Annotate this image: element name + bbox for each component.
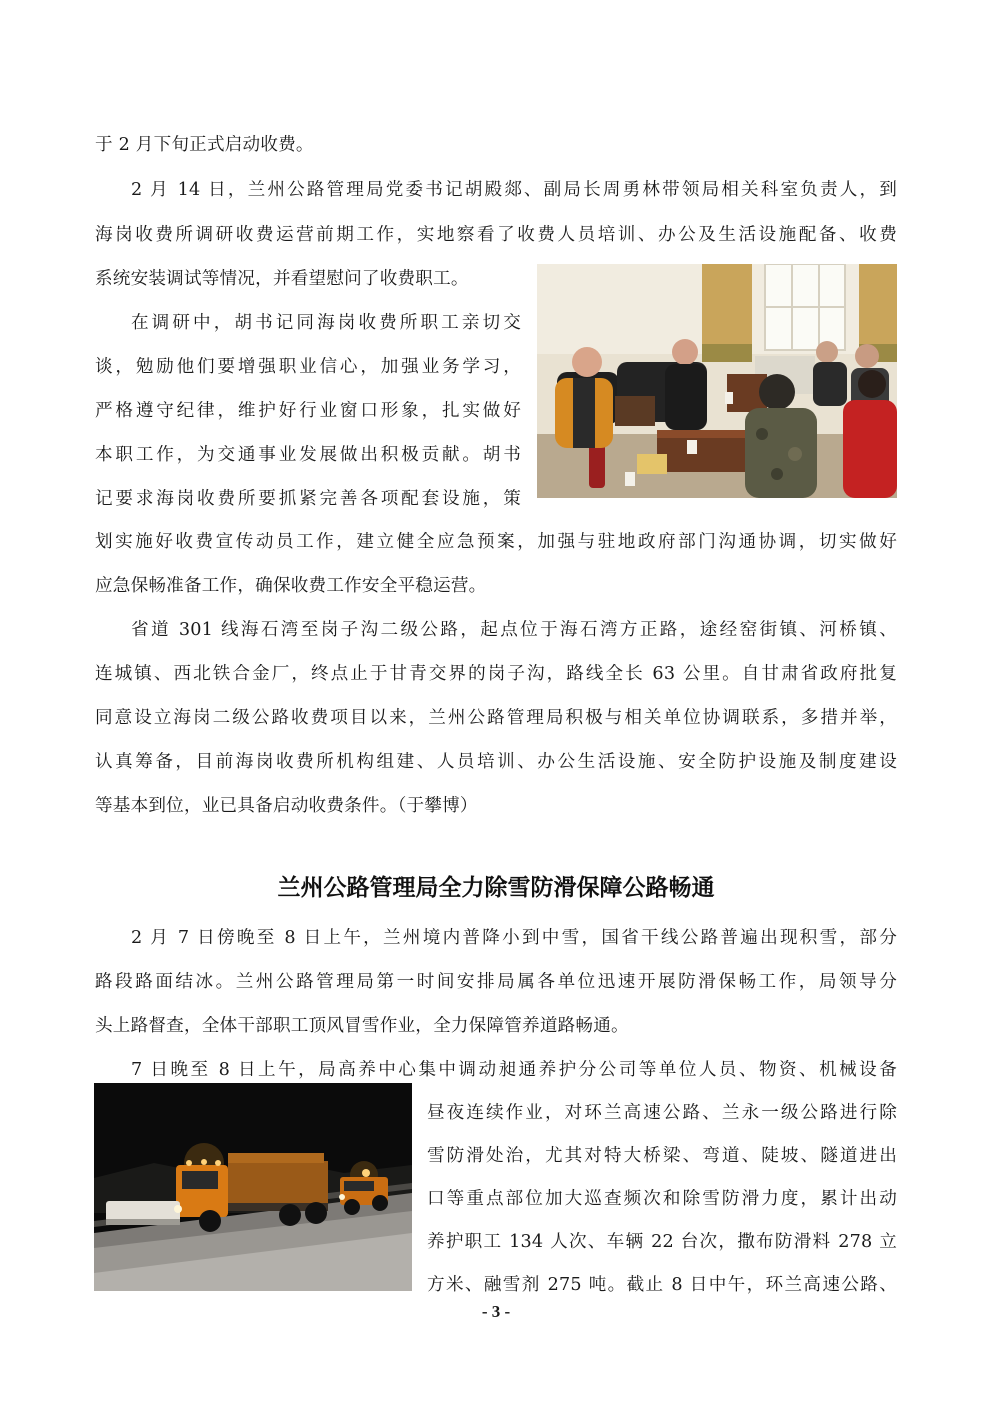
text-line: 省道 301 线海石湾至岗子沟二级公路，起点位于海石湾方正路，途经窑街镇、河桥镇、 bbox=[131, 620, 897, 640]
text-line: 等基本到位，业已具备启动收费条件。（于攀博） bbox=[95, 796, 478, 816]
text-line: 本职工作，为交通事业发展做出积极贡献。胡书 bbox=[95, 445, 521, 465]
text-line: 头上路督查，全体干部职工顶风冒雪作业，全力保障管养道路畅通。 bbox=[95, 1016, 629, 1036]
text-line: 方米、融雪剂 275 吨。截止 8 日中午，环兰高速公路、 bbox=[427, 1275, 897, 1295]
text-line: 养护职工 134 人次、车辆 22 台次，撒布防滑料 278 立 bbox=[427, 1232, 897, 1252]
text-line: 同意设立海岗二级公路收费项目以来，兰州公路管理局积极与相关单位协调联系，多措并举， bbox=[95, 708, 897, 728]
meeting-photo bbox=[537, 264, 897, 498]
text-line: 雪防滑处治，尤其对特大桥梁、弯道、陡坡、隧道进出 bbox=[427, 1146, 897, 1166]
text-line: 记要求海岗收费所要抓紧完善各项配套设施，策 bbox=[95, 489, 521, 509]
text-line: 路段路面结冰。兰州公路管理局第一时间安排局属各单位迅速开展防滑保畅工作，局领导分 bbox=[95, 972, 897, 992]
text-line: 认真筹备，目前海岗收费所机构组建、人员培训、办公生活设施、安全防护设施及制度建设 bbox=[95, 752, 897, 772]
text-line: 海岗收费所调研收费运营前期工作，实地察看了收费人员培训、办公及生活设施配备、收费 bbox=[95, 225, 897, 245]
text-line: 谈，勉励他们要增强职业信心，加强业务学习， bbox=[95, 357, 521, 377]
text-line: 2 月 7 日傍晚至 8 日上午，兰州境内普降小到中雪，国省干线公路普遍出现积雪，部分 bbox=[131, 928, 897, 948]
text-line: 系统安装调试等情况，并看望慰问了收费职工。 bbox=[95, 269, 469, 289]
text-line: 7 日晚至 8 日上午，局高养中心集中调动昶通养护分公司等单位人员、物资、机械设备 bbox=[131, 1060, 897, 1080]
text-line: 连城镇、西北铁合金厂，终点止于甘青交界的岗子沟，路线全长 63 公里。自甘肃省政府批复 bbox=[95, 664, 897, 684]
text-line: 2 月 14 日，兰州公路管理局党委书记胡殿郯、副局长周勇林带领局相关科室负责人，到 bbox=[131, 180, 897, 200]
text-line: 划实施好收费宣传动员工作，建立健全应急预案，加强与驻地政府部门沟通协调，切实做好 bbox=[95, 532, 897, 552]
text-line: 口等重点部位加大巡查频次和除雪防滑力度，累计出动 bbox=[427, 1189, 897, 1209]
snowplow-photo bbox=[94, 1083, 412, 1291]
text-line: 昼夜连续作业，对环兰高速公路、兰永一级公路进行除 bbox=[427, 1103, 897, 1123]
text-line: 于 2 月下旬正式启动收费。 bbox=[95, 135, 314, 155]
text-line: 严格遵守纪律，维护好行业窗口形象，扎实做好 bbox=[95, 401, 521, 421]
article-headline: 兰州公路管理局全力除雪防滑保障公路畅通 bbox=[277, 875, 715, 901]
page-number: - 3 - bbox=[481, 1302, 511, 1321]
text-line: 在调研中，胡书记同海岗收费所职工亲切交 bbox=[131, 313, 521, 333]
text-line: 应急保畅准备工作，确保收费工作安全平稳运营。 bbox=[95, 576, 487, 596]
